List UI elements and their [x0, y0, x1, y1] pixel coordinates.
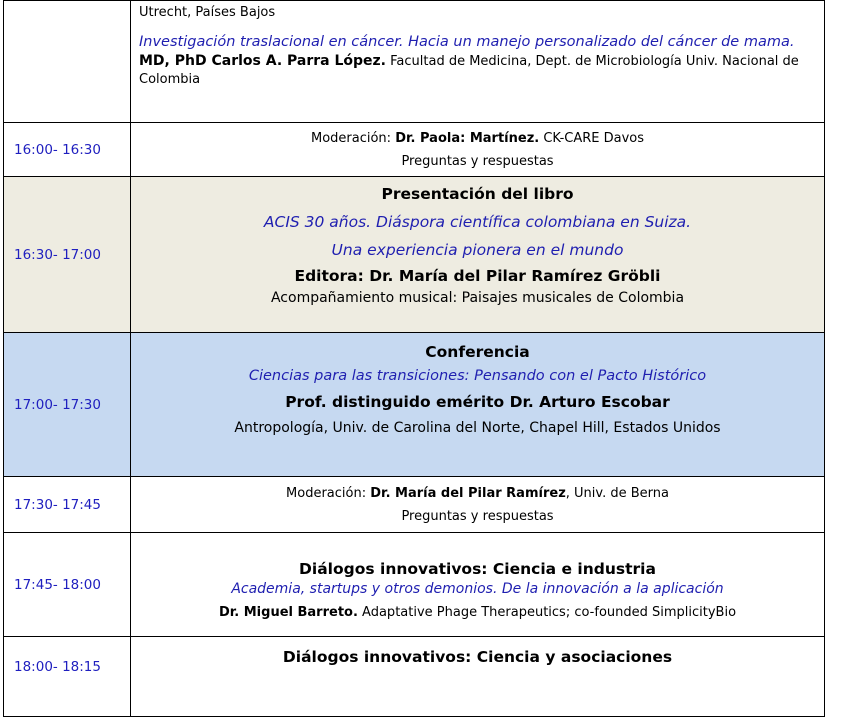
time-cell: 18:00- 18:15 — [4, 637, 131, 717]
session-heading: Conferencia — [425, 343, 530, 361]
time-cell: 17:30- 17:45 — [4, 477, 131, 533]
musical-accompaniment: Acompañamiento musical: Paisajes musicales de Colombia — [270, 290, 685, 306]
session-cell — [131, 333, 825, 477]
session-cell — [131, 477, 825, 533]
session-heading: Diálogos innovativos: Ciencia y asociaciones — [282, 648, 673, 666]
schedule-table — [3, 0, 825, 717]
moderator-name: Dr. María del Pilar Ramírez — [370, 485, 566, 501]
moderator-affiliation: , Univ. de Berna — [565, 485, 669, 501]
schedule-page — [3, 0, 825, 684]
session-cell — [131, 1, 825, 123]
qa-label: Preguntas y respuestas — [401, 508, 554, 524]
session-cell — [131, 533, 825, 637]
talk-title: Ciencias para las transiciones: Pensando con el Pacto Histórico — [248, 368, 707, 384]
schedule-row — [4, 637, 825, 717]
speaker-line — [139, 52, 816, 89]
moderation-line — [139, 484, 816, 503]
time-cell: 16:00- 16:30 — [4, 123, 131, 177]
session-cell — [131, 123, 825, 177]
session-heading: Diálogos innovativos: Ciencia e industria — [299, 560, 656, 578]
time-cell — [4, 1, 131, 123]
session-cell — [131, 637, 825, 717]
moderation-line — [139, 129, 816, 148]
speaker-name: MD, PhD Carlos A. Parra López. — [139, 53, 386, 69]
speaker-name: Prof. distinguido emérito Dr. Arturo Escobar — [285, 393, 670, 411]
book-editor: Editora: Dr. María del Pilar Ramírez Gröbli — [294, 267, 661, 285]
schedule-row — [4, 533, 825, 637]
speaker-affiliation: Facultad de Medicina, Dept. de Microbiología Univ. Nacional de Colombia — [139, 54, 799, 87]
session-heading: Presentación del libro — [381, 185, 574, 203]
schedule-row — [4, 123, 825, 177]
session-cell — [131, 177, 825, 333]
time-cell: 16:30- 17:00 — [4, 177, 131, 333]
speaker-affiliation: Adaptative Phage Therapeutics; co-founded SimplicityBio — [357, 605, 737, 620]
speaker-affiliation: Antropología, Univ. de Carolina del Norte, Chapel Hill, Estados Unidos — [234, 420, 721, 436]
talk-title: Investigación traslacional en cáncer. Hacia un manejo personalizado del cáncer de mama. — [139, 34, 795, 50]
time-cell: 17:45- 18:00 — [4, 533, 131, 637]
moderator-name: Dr. Paola: Martínez. — [395, 130, 540, 146]
speaker-affiliation-top: Utrecht, Países Bajos — [139, 5, 276, 20]
schedule-row — [4, 177, 825, 333]
book-title-line-1: ACIS 30 años. Diáspora científica colombiana en Suiza. — [263, 213, 692, 231]
speaker-name: Dr. Miguel Barreto. — [218, 605, 358, 620]
speaker-line — [139, 603, 816, 623]
session-subtitle: Academia, startups y otros demonios. De la innovación a la aplicación — [231, 581, 724, 597]
schedule-row — [4, 1, 825, 123]
schedule-row — [4, 333, 825, 477]
qa-label: Preguntas y respuestas — [401, 153, 554, 169]
time-cell: 17:00- 17:30 — [4, 333, 131, 477]
moderation-label: Moderación: — [310, 130, 396, 146]
moderator-affiliation: CK-CARE Davos — [539, 130, 645, 146]
schedule-row — [4, 477, 825, 533]
moderation-label: Moderación: — [286, 485, 371, 501]
book-title-line-2: Una experiencia pionera en el mundo — [331, 241, 624, 259]
